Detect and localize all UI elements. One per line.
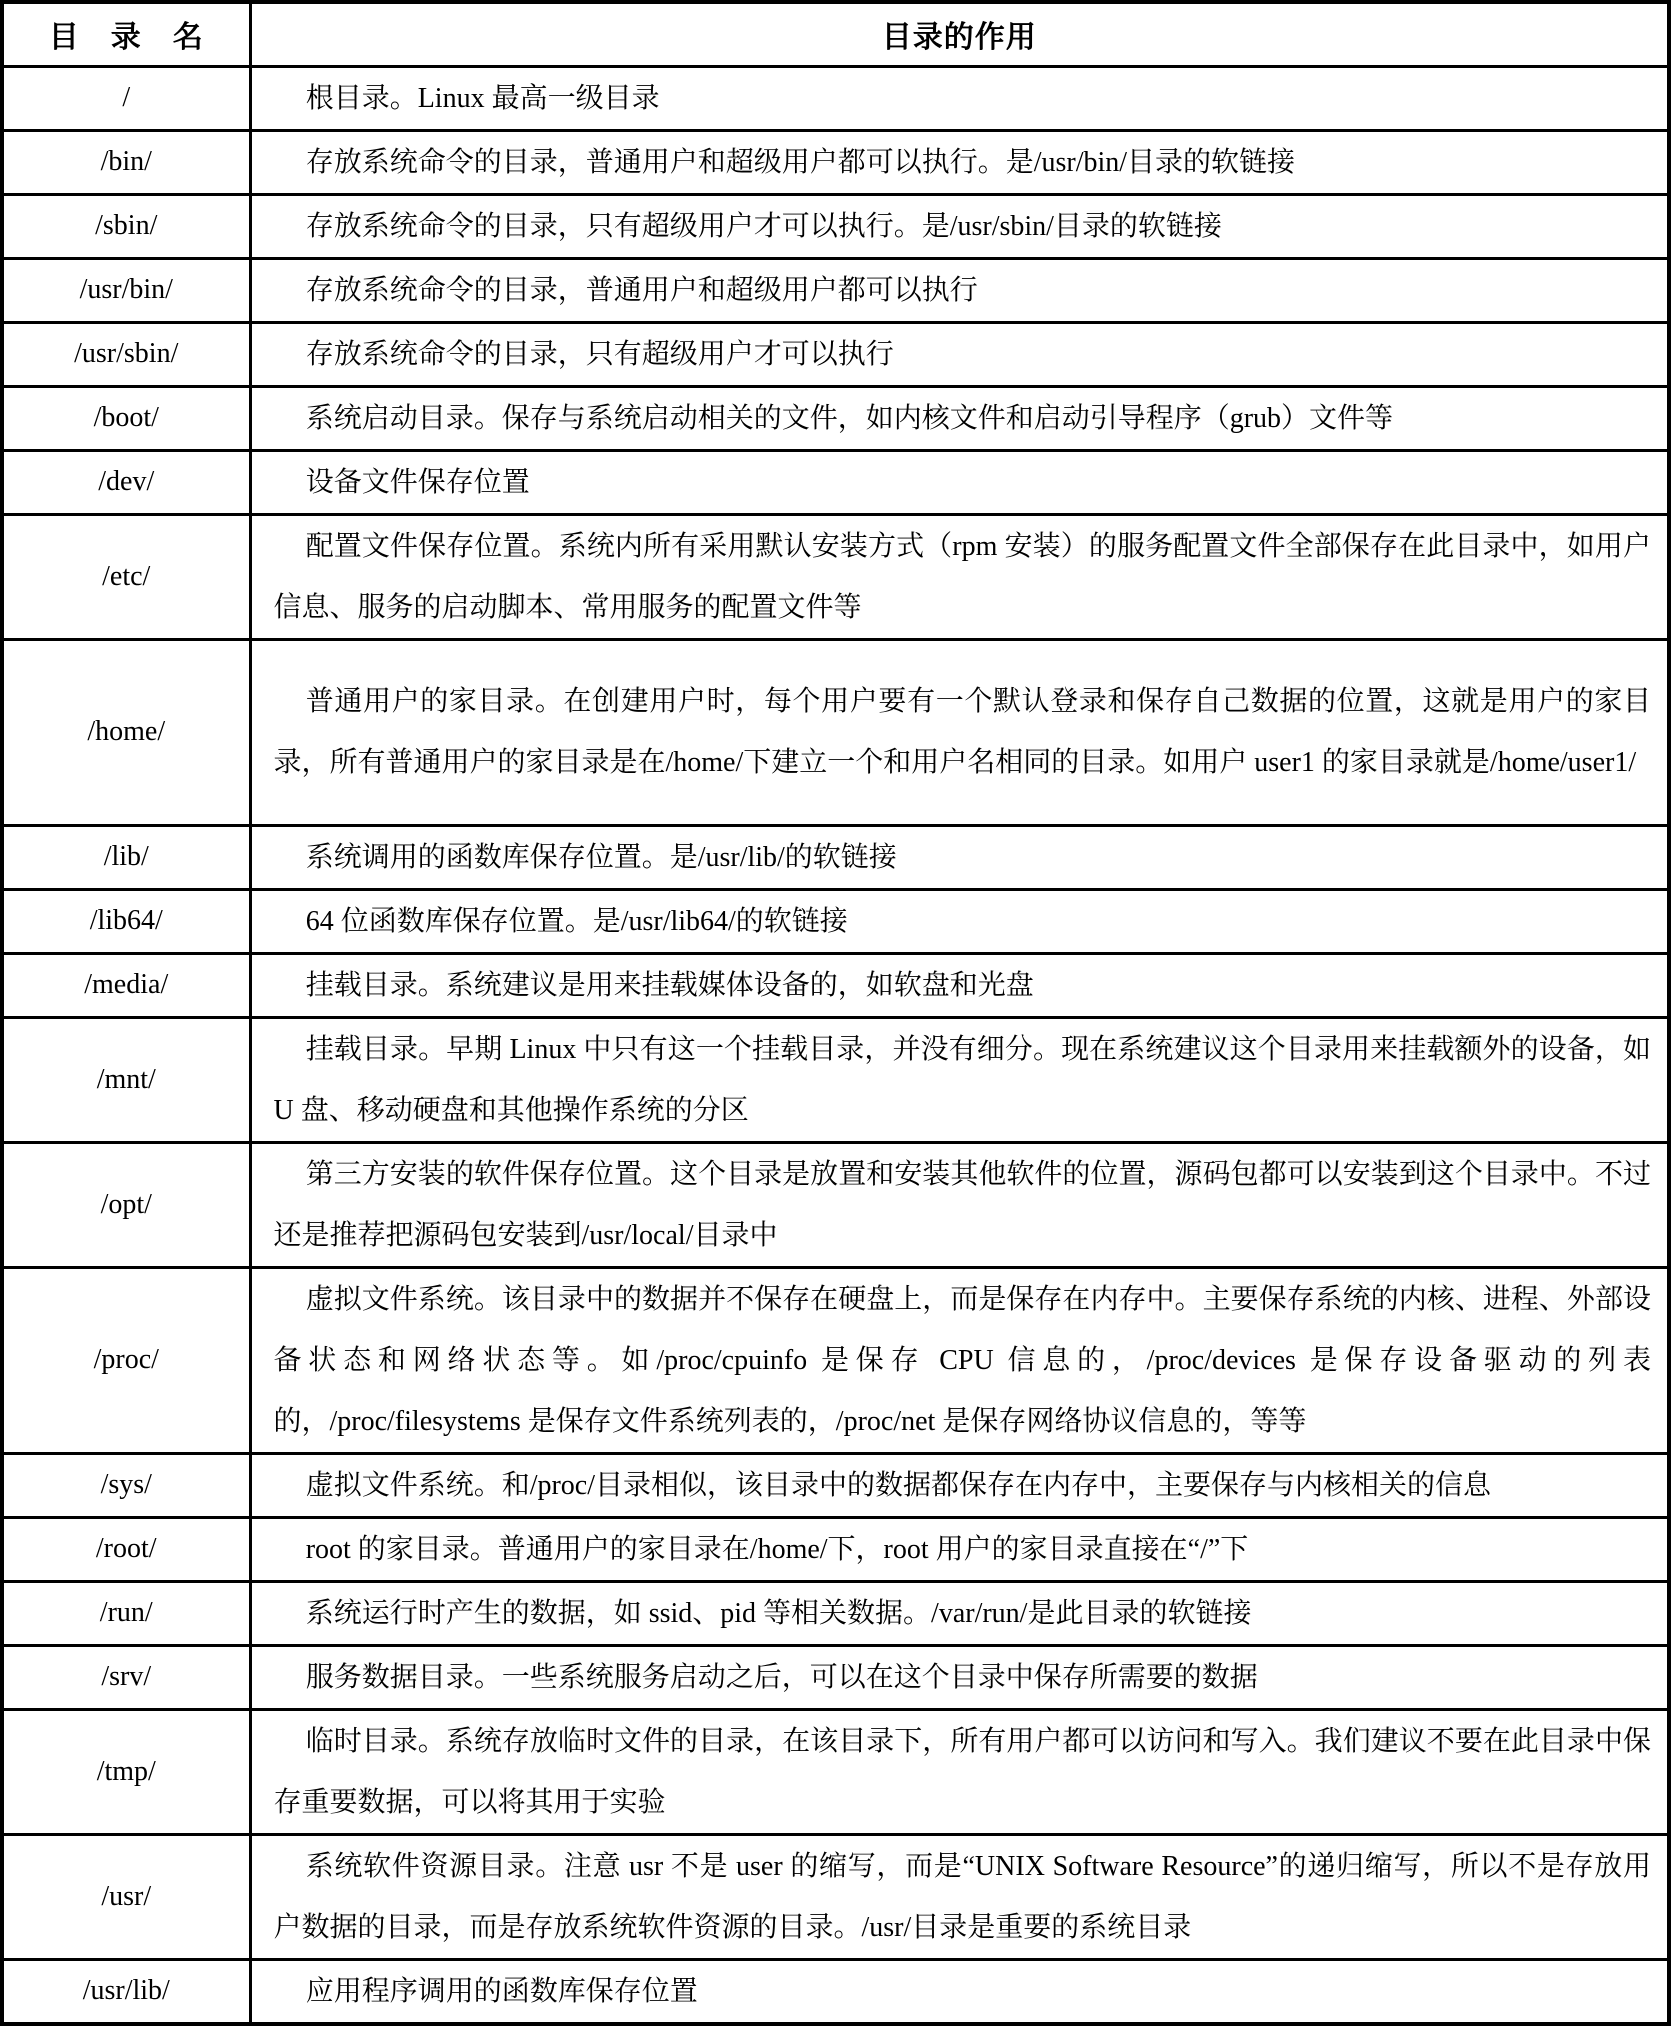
dir-desc-cell xyxy=(250,322,1669,386)
table-row xyxy=(2,1267,1669,1453)
table-row xyxy=(2,258,1669,322)
dir-desc-text: 存放系统命令的目录，只有超级用户才可以执行。是/usr/sbin/目录的软链接 xyxy=(305,210,1222,242)
dir-name-cell: /etc/ xyxy=(2,514,250,639)
dir-name-cell: /lib/ xyxy=(2,825,250,889)
dir-desc-text: 普通用户的家目录。在创建用户时，每个用户要有一个默认登录和保存自己数据的位置，这就是用户的家目录，所有普通用户的家目录是在/home/下建立一个和用户名相同的目录。如用户 user1 的家目录就是/home/user1/ xyxy=(273,686,1651,778)
dir-name-cell: /usr/sbin/ xyxy=(2,322,250,386)
dir-desc-text: 服务数据目录。一些系统服务启动之后，可以在这个目录中保存所需要的数据 xyxy=(305,1661,1258,1693)
dir-name-cell: /media/ xyxy=(2,953,250,1017)
dir-name-cell: /bin/ xyxy=(2,130,250,194)
dir-desc-text: 存放系统命令的目录，普通用户和超级用户都可以执行。是/usr/bin/目录的软链接 xyxy=(305,146,1296,178)
dir-desc-cell xyxy=(250,1142,1669,1267)
dir-desc-text: 系统软件资源目录。注意 usr 不是 user 的缩写，而是“UNIX Software Resource”的递归缩写，所以不是存放用户数据的目录，而是存放系统软件资源的目录。/usr/目录是重要的系统目录 xyxy=(273,1850,1651,1943)
table-row xyxy=(2,1142,1669,1267)
dir-name-cell: /run/ xyxy=(2,1581,250,1645)
dir-name-cell: /usr/bin/ xyxy=(2,258,250,322)
dir-desc-cell xyxy=(250,258,1669,322)
dir-desc-text: 虚拟文件系统。和/proc/目录相似，该目录中的数据都保存在内存中，主要保存与内核相关的信息 xyxy=(305,1469,1492,1501)
dir-desc-text: root 的家目录。普通用户的家目录在/home/下，root 用户的家目录直接在“/”下 xyxy=(305,1533,1249,1565)
dir-name-cell: /root/ xyxy=(2,1517,250,1581)
table-row xyxy=(2,825,1669,889)
table-row xyxy=(2,1517,1669,1581)
dir-name-cell: /usr/lib/ xyxy=(2,1959,250,2024)
table-row xyxy=(2,322,1669,386)
dir-desc-text: 临时目录。系统存放临时文件的目录，在该目录下，所有用户都可以访问和写入。我们建议不要在此目录中保存重要数据，可以将其用于实验 xyxy=(273,1725,1651,1818)
dir-desc-text: 存放系统命令的目录，只有超级用户才可以执行 xyxy=(305,338,894,370)
dir-name-cell: /sbin/ xyxy=(2,194,250,258)
dir-desc-text: 存放系统命令的目录，普通用户和超级用户都可以执行 xyxy=(305,274,978,306)
table-row xyxy=(2,639,1669,825)
dir-name-cell: /lib64/ xyxy=(2,889,250,953)
dir-desc-text: 第三方安装的软件保存位置。这个目录是放置和安装其他软件的位置，源码包都可以安装到这个目录中。不过还是推荐把源码包安装到/usr/local/目录中 xyxy=(273,1158,1651,1251)
table-row xyxy=(2,194,1669,258)
table-row xyxy=(2,953,1669,1017)
dir-name-cell: /dev/ xyxy=(2,450,250,514)
dir-desc-cell xyxy=(250,825,1669,889)
dir-desc-cell xyxy=(250,1709,1669,1834)
dir-desc-cell xyxy=(250,514,1669,639)
dir-name-cell: /tmp/ xyxy=(2,1709,250,1834)
dir-desc-cell xyxy=(250,450,1669,514)
dir-desc-cell xyxy=(250,889,1669,953)
dir-desc-cell xyxy=(250,1017,1669,1142)
dir-name-cell: /home/ xyxy=(2,639,250,825)
dir-desc-text: 系统运行时产生的数据，如 ssid、pid 等相关数据。/var/run/是此目录的软链接 xyxy=(305,1597,1252,1629)
dir-name-cell: / xyxy=(2,66,250,130)
dir-desc-text: 系统启动目录。保存与系统启动相关的文件，如内核文件和启动引导程序（grub）文件等 xyxy=(305,402,1394,434)
header-dir-role: 目录的作用 xyxy=(250,2,1669,66)
dir-desc-text: 根目录。Linux 最高一级目录 xyxy=(305,82,660,114)
dir-desc-cell xyxy=(250,953,1669,1017)
table-row xyxy=(2,66,1669,130)
dir-desc-cell xyxy=(250,639,1669,825)
dir-desc-text: 挂载目录。早期 Linux 中只有这一个挂载目录，并没有细分。现在系统建议这个目录用来挂载额外的设备，如 U 盘、移动硬盘和其他操作系统的分区 xyxy=(273,1033,1651,1126)
dir-name-cell: /srv/ xyxy=(2,1645,250,1709)
table-row xyxy=(2,1017,1669,1142)
dir-desc-cell xyxy=(250,1581,1669,1645)
dir-desc-text: 配置文件保存位置。系统内所有采用默认安装方式（rpm 安装）的服务配置文件全部保存在此目录中，如用户信息、服务的启动脚本、常用服务的配置文件等 xyxy=(273,530,1651,623)
table-row xyxy=(2,386,1669,450)
dir-desc-cell xyxy=(250,1645,1669,1709)
dir-name-cell: /opt/ xyxy=(2,1142,250,1267)
dir-name-cell: /usr/ xyxy=(2,1834,250,1959)
dir-name-cell: /sys/ xyxy=(2,1453,250,1517)
dir-desc-cell xyxy=(250,1834,1669,1959)
dir-desc-cell xyxy=(250,130,1669,194)
dir-desc-text: 设备文件保存位置 xyxy=(305,466,530,498)
table-row xyxy=(2,889,1669,953)
table-row xyxy=(2,1581,1669,1645)
dir-desc-cell xyxy=(250,1959,1669,2024)
table-row xyxy=(2,1959,1669,2024)
dir-desc-cell xyxy=(250,194,1669,258)
dir-name-cell: /mnt/ xyxy=(2,1017,250,1142)
dir-name-cell: /boot/ xyxy=(2,386,250,450)
dir-desc-cell xyxy=(250,386,1669,450)
dir-desc-text: 虚拟文件系统。该目录中的数据并不保存在硬盘上，而是保存在内存中。主要保存系统的内核、进程、外部设备状态和网络状态等。如/proc/cpuinfo 是保存 CPU 信息的，/proc/devices 是保存设备驱动的列表的，/proc/filesystems 是保存文件系统列表的，/proc/net 是保存网络协议信息的，等等 xyxy=(273,1283,1651,1437)
table-row xyxy=(2,514,1669,639)
table-row xyxy=(2,1709,1669,1834)
dir-desc-cell xyxy=(250,1267,1669,1453)
dir-desc-cell xyxy=(250,66,1669,130)
table-row xyxy=(2,450,1669,514)
header-dir-name: 目 录 名 xyxy=(2,2,250,66)
table-row xyxy=(2,130,1669,194)
table-row xyxy=(2,1453,1669,1517)
dir-desc-text: 64 位函数库保存位置。是/usr/lib64/的软链接 xyxy=(305,905,848,937)
table-row xyxy=(2,1834,1669,1959)
dir-desc-text: 应用程序调用的函数库保存位置 xyxy=(305,1975,698,2007)
dir-desc-cell xyxy=(250,1453,1669,1517)
table-row xyxy=(2,1645,1669,1709)
dir-desc-text: 挂载目录。系统建议是用来挂载媒体设备的，如软盘和光盘 xyxy=(305,969,1034,1001)
dir-desc-text: 系统调用的函数库保存位置。是/usr/lib/的软链接 xyxy=(305,841,897,873)
dir-desc-cell xyxy=(250,1517,1669,1581)
table-header-row xyxy=(2,2,1669,66)
dir-name-cell: /proc/ xyxy=(2,1267,250,1453)
